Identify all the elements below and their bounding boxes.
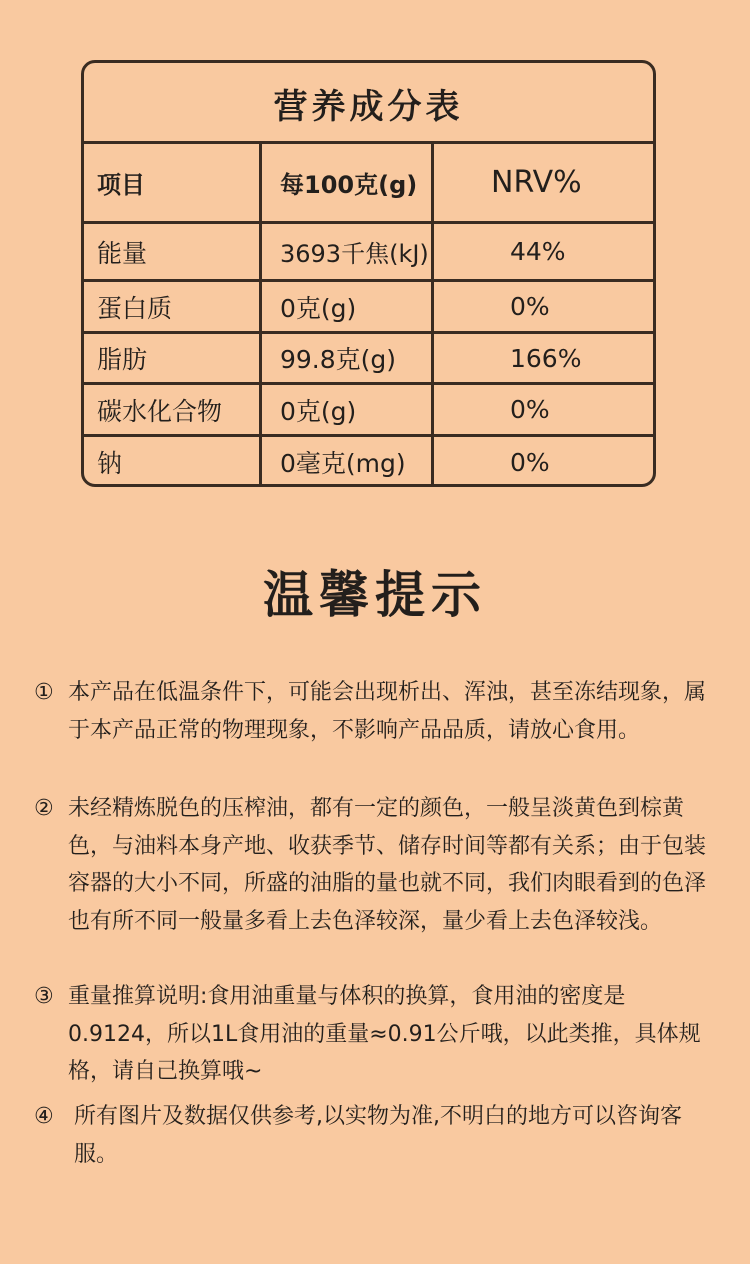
header-item: 项目 <box>97 171 145 199</box>
row-sodium-nrv: 0% <box>510 447 550 477</box>
tip-text: 重量推算说明:食用油重量与体积的换算，食用油的密度是0.9124，所以1L食用油的重量≈0.91公斤哦，以此类推，具体规格，请自己换算哦~ <box>68 984 701 1084</box>
tip-number: ① <box>34 680 54 705</box>
nutrition-table-title: 营养成分表 <box>273 86 464 127</box>
tip-item <box>34 1098 714 1173</box>
row-carbs-name: 碳水化合物 <box>97 396 223 426</box>
row-energy-value: 3693千焦(kJ) <box>280 240 429 268</box>
row-energy-name: 能量 <box>97 238 148 268</box>
tip-number: ③ <box>34 984 54 1009</box>
tip-number: ④ <box>34 1104 54 1129</box>
tip-text: 所有图片及数据仅供参考,以实物为准,不明白的地方可以咨询客服。 <box>74 1104 682 1167</box>
row-sodium-value: 0毫克(mg) <box>280 449 406 478</box>
tip-item <box>34 978 714 1091</box>
row-carbs-nrv: 0% <box>510 395 550 424</box>
tip-number: ② <box>34 796 54 821</box>
row-sodium-name: 钠 <box>97 449 123 478</box>
tip-item <box>34 674 714 749</box>
tip-text: 未经精炼脱色的压榨油，都有一定的颜色，一般呈淡黄色到棕黄色，与油料本身产地、收获季节、储存时间等都有关系；由于包装容器的大小不同，所盛的油脂的量也就不同，我们肉眼看到的色泽也有所不同一般量多看上去色泽较深，量少看上去色泽较浅。 <box>68 796 707 934</box>
row-carbs-value: 0克(g) <box>280 396 357 426</box>
tip-item <box>34 790 714 940</box>
header-nrv: NRV% <box>491 165 582 200</box>
tip-text: 本产品在低温条件下，可能会出现析出、浑浊，甚至冻结现象，属于本产品正常的物理现象，不影响产品品质，请放心食用。 <box>68 680 707 743</box>
row-protein-name: 蛋白质 <box>97 293 173 323</box>
header-per100g: 每100克(g) <box>280 171 418 199</box>
tips-title: 温馨提示 <box>263 566 487 624</box>
row-protein-value: 0克(g) <box>280 293 357 323</box>
row-fat-nrv: 166% <box>510 343 582 373</box>
table-divider <box>431 143 434 484</box>
row-protein-nrv: 0% <box>510 292 550 321</box>
table-divider <box>259 143 262 484</box>
row-fat-value: 99.8克(g) <box>280 345 397 374</box>
row-energy-nrv: 44% <box>510 237 566 266</box>
row-fat-name: 脂肪 <box>97 345 148 374</box>
nutrition-table <box>81 60 656 487</box>
